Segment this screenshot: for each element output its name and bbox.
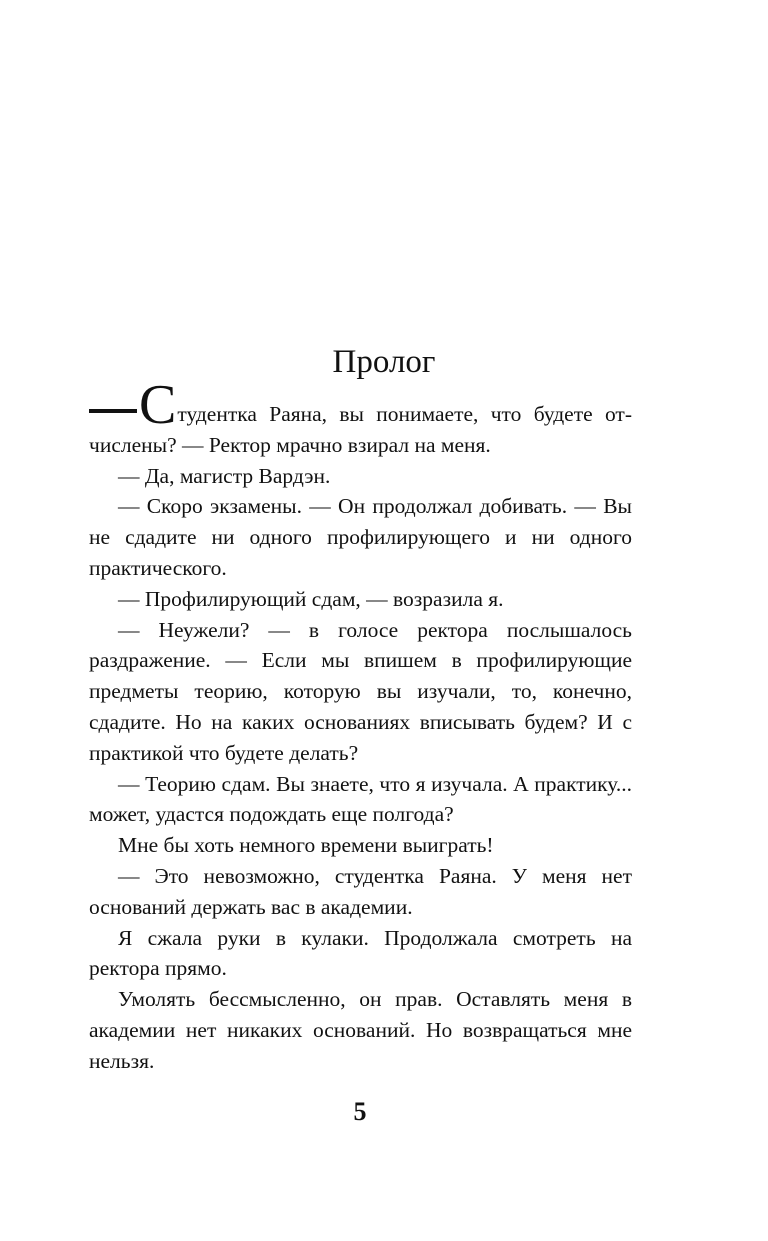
paragraph: — Скоро экзамены. — Он продолжал добивать. — Вы не сдадите ни одного профилирующего и ни одного практического.	[89, 494, 632, 580]
first-paragraph	[89, 374, 632, 461]
chapter-title: Пролог	[332, 344, 436, 380]
dropcap-letter: С	[139, 374, 177, 436]
paragraph: Я сжала руки в кулаки. Продолжала смотреть на ректора прямо.	[89, 925, 632, 981]
first-paragraph-text: тудентка Раяна, вы понимаете, что будете отчислены? — Ректор мрачно взирал на меня.	[89, 402, 632, 457]
paragraph: — Это невозможно, студентка Раяна. У меня нет оснований держать вас в академии.	[89, 863, 632, 919]
paragraph: Умолять бессмысленно, он прав. Оставлять меня в академии нет никаких оснований. Но возвращаться мне нельзя.	[89, 987, 632, 1073]
dropcap-dash	[89, 409, 137, 413]
paragraph: — Теорию сдам. Вы знаете, что я изучала. А практику... может, удастся подождать еще полгода?	[89, 771, 632, 827]
page-number: 5	[353, 1097, 367, 1126]
paragraph: Мне бы хоть немного времени выиграть!	[118, 833, 494, 858]
paragraph: — Профилирующий сдам, — возразила я.	[118, 586, 504, 611]
paragraph: — Неужели? — в голосе ректора послышалось раздражение. — Если мы впишем в профилирующие предметы теорию, которую вы изучали, то, конечно, сдадите. Но на каких основаниях вписывать будем? И с практикой что будете делать?	[89, 617, 632, 765]
paragraph: — Да, магистр Вардэн.	[118, 463, 331, 488]
body-text	[89, 374, 632, 1077]
